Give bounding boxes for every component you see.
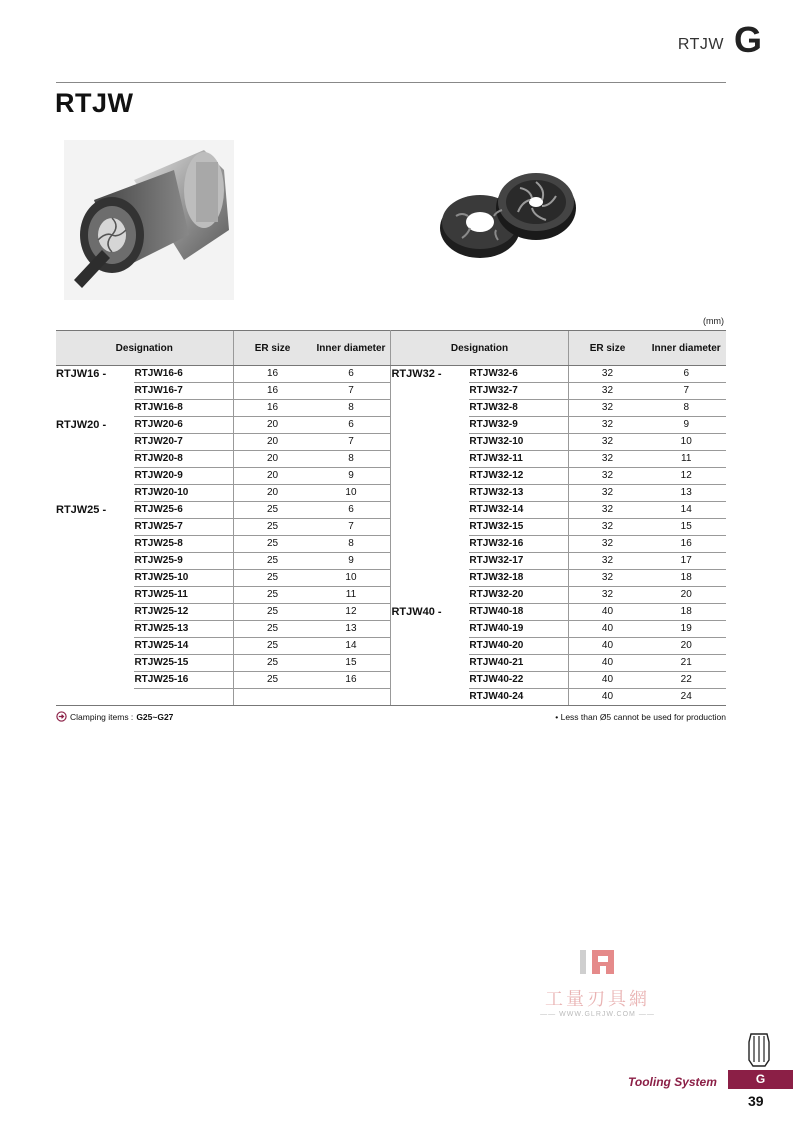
designation-cell: RTJW40-21: [469, 655, 568, 672]
group-label: RTJW25 -: [56, 503, 107, 516]
inner-diameter-cell: 12: [312, 604, 391, 621]
inner-diameter-cell: 14: [646, 502, 726, 519]
designation-cell: RTJW25-15: [134, 655, 233, 672]
er-size-cell: 32: [568, 570, 646, 587]
group-label: [391, 570, 469, 587]
header-er-size: ER size: [568, 331, 646, 366]
designation-cell: RTJW32-17: [469, 553, 568, 570]
header-inner-diameter: Inner diameter: [646, 331, 726, 366]
table-row: [56, 655, 726, 672]
inner-diameter-cell: [312, 689, 391, 706]
designation-cell: RTJW25-11: [134, 587, 233, 604]
er-size-cell: 20: [233, 451, 311, 468]
er-size-cell: 32: [568, 400, 646, 417]
watermark: [530, 946, 665, 1018]
designation-cell: RTJW32-8: [469, 400, 568, 417]
inner-diameter-cell: 11: [646, 451, 726, 468]
er-size-cell: 25: [233, 536, 311, 553]
inner-diameter-cell: 11: [312, 587, 391, 604]
er-size-cell: 16: [233, 366, 311, 383]
inner-diameter-cell: 19: [646, 621, 726, 638]
er-size-cell: 25: [233, 553, 311, 570]
er-size-cell: 32: [568, 502, 646, 519]
designation-cell: RTJW25-6: [134, 502, 233, 519]
er-size-cell: 25: [233, 502, 311, 519]
seal-rings-image: [438, 166, 578, 266]
er-size-cell: 40: [568, 638, 646, 655]
er-size-cell: 25: [233, 604, 311, 621]
er-size-cell: [233, 689, 311, 706]
group-label: [56, 553, 134, 570]
er-size-cell: 25: [233, 570, 311, 587]
inner-diameter-cell: 6: [312, 366, 391, 383]
er-size-cell: 20: [233, 485, 311, 502]
designation-cell: RTJW25-8: [134, 536, 233, 553]
designation-cell: RTJW32-13: [469, 485, 568, 502]
er-size-cell: 25: [233, 519, 311, 536]
group-label: RTJW16 -: [56, 368, 107, 380]
er-size-cell: 16: [233, 383, 311, 400]
clamping-note: [56, 711, 173, 722]
inner-diameter-cell: 24: [646, 689, 726, 706]
header-inner-diameter: Inner diameter: [312, 331, 391, 366]
table-row: [56, 570, 726, 587]
inner-diameter-cell: 8: [646, 400, 726, 417]
table-row: [56, 587, 726, 604]
group-label: [56, 672, 134, 689]
group-label: [56, 638, 134, 655]
group-label: [56, 604, 134, 621]
table-row: [56, 451, 726, 468]
designation-cell: RTJW25-12: [134, 604, 233, 621]
inner-diameter-cell: 7: [312, 383, 391, 400]
er-size-cell: 32: [568, 366, 646, 383]
er-size-cell: 25: [233, 587, 311, 604]
er-size-cell: 32: [568, 536, 646, 553]
group-label: [391, 383, 469, 400]
inner-diameter-cell: 10: [312, 485, 391, 502]
er-size-cell: 32: [568, 587, 646, 604]
group-label: [391, 536, 469, 553]
group-label: [56, 468, 134, 485]
group-label: [391, 417, 469, 434]
designation-cell: RTJW32-10: [469, 434, 568, 451]
designation-cell: RTJW25-14: [134, 638, 233, 655]
designation-cell: RTJW40-18: [469, 604, 568, 621]
table-row: [56, 400, 726, 417]
group-label: [391, 502, 469, 519]
designation-cell: RTJW32-20: [469, 587, 568, 604]
group-label: [56, 536, 134, 553]
designation-cell: RTJW25-7: [134, 519, 233, 536]
designation-cell: RTJW16-7: [134, 383, 233, 400]
designation-cell: RTJW25-9: [134, 553, 233, 570]
er-size-cell: 32: [568, 485, 646, 502]
er-size-cell: 40: [568, 655, 646, 672]
header-designation: Designation: [391, 331, 568, 366]
group-label: [56, 400, 134, 417]
er-size-cell: 40: [568, 672, 646, 689]
group-label: [391, 621, 469, 638]
group-label: [391, 468, 469, 485]
table-row: [56, 383, 726, 400]
inner-diameter-cell: 10: [646, 434, 726, 451]
watermark-url: —— WWW.GLRJW.COM ——: [540, 1011, 655, 1018]
er-size-cell: 32: [568, 553, 646, 570]
designation-cell: RTJW32-14: [469, 502, 568, 519]
designation-cell: RTJW20-10: [134, 485, 233, 502]
table-row: [56, 553, 726, 570]
group-label: RTJW32 -: [391, 368, 442, 380]
inner-diameter-cell: 7: [312, 434, 391, 451]
er-size-cell: 25: [233, 655, 311, 672]
header-divider: [56, 82, 726, 83]
table-row: [56, 519, 726, 536]
group-label: [56, 383, 134, 400]
group-label: [391, 451, 469, 468]
inner-diameter-cell: 18: [646, 570, 726, 587]
group-label: [56, 689, 134, 706]
group-label: [56, 570, 134, 587]
designation-cell: RTJW25-13: [134, 621, 233, 638]
designation-cell: RTJW16-6: [134, 366, 233, 383]
inner-diameter-cell: 22: [646, 672, 726, 689]
designation-cell: RTJW32-9: [469, 417, 568, 434]
group-label: [56, 434, 134, 451]
inner-diameter-cell: 10: [312, 570, 391, 587]
group-label: [56, 587, 134, 604]
clamping-label: Clamping items :: [70, 711, 134, 722]
table-row: [56, 468, 726, 485]
page-number: 39: [748, 1093, 764, 1109]
inner-diameter-cell: 8: [312, 536, 391, 553]
watermark-logo-icon: [578, 946, 618, 978]
designation-cell: RTJW25-16: [134, 672, 233, 689]
inner-diameter-cell: 20: [646, 638, 726, 655]
arrow-circle-icon: [56, 711, 67, 722]
inner-diameter-cell: 14: [312, 638, 391, 655]
er-size-cell: 32: [568, 417, 646, 434]
er-size-cell: 40: [568, 604, 646, 621]
inner-diameter-cell: 6: [312, 417, 391, 434]
er-size-cell: 32: [568, 468, 646, 485]
inner-diameter-cell: 7: [646, 383, 726, 400]
inner-diameter-cell: 13: [646, 485, 726, 502]
collet-chuck-image: [64, 140, 234, 300]
er-size-cell: 25: [233, 672, 311, 689]
group-label: [391, 519, 469, 536]
designation-cell: RTJW20-9: [134, 468, 233, 485]
inner-diameter-cell: 15: [646, 519, 726, 536]
er-size-cell: 20: [233, 468, 311, 485]
header-er-size: ER size: [233, 331, 311, 366]
watermark-chinese: 工量刃具網: [545, 989, 650, 1010]
group-label: RTJW40 -: [391, 605, 442, 618]
er-size-cell: 32: [568, 434, 646, 451]
inner-diameter-cell: 13: [312, 621, 391, 638]
page-title: RTJW: [55, 88, 134, 118]
er-size-cell: 25: [233, 621, 311, 638]
group-label: [56, 655, 134, 672]
group-label: [391, 587, 469, 604]
table-header-row: [56, 331, 726, 366]
header-designation: Designation: [56, 331, 233, 366]
designation-cell: RTJW32-6: [469, 366, 568, 383]
inner-diameter-cell: 9: [646, 417, 726, 434]
er-size-cell: 32: [568, 383, 646, 400]
designation-cell: RTJW40-24: [469, 689, 568, 706]
group-label: [391, 553, 469, 570]
table-row: [56, 485, 726, 502]
inner-diameter-cell: 8: [312, 451, 391, 468]
designation-cell: RTJW32-16: [469, 536, 568, 553]
table-row: [56, 366, 726, 383]
er-size-cell: 40: [568, 621, 646, 638]
designation-cell: RTJW16-8: [134, 400, 233, 417]
group-label: RTJW20 -: [56, 418, 107, 431]
footer-label: Tooling System: [628, 1075, 717, 1089]
designation-cell: RTJW32-15: [469, 519, 568, 536]
production-note: • Less than Ø5 cannot be used for production: [555, 712, 726, 722]
designation-cell: RTJW40-19: [469, 621, 568, 638]
footer-section-badge: G: [728, 1070, 793, 1089]
group-label: [56, 621, 134, 638]
table-row: [56, 638, 726, 655]
designation-cell: RTJW32-18: [469, 570, 568, 587]
designation-cell: RTJW32-7: [469, 383, 568, 400]
er-size-cell: 40: [568, 689, 646, 706]
inner-diameter-cell: 20: [646, 587, 726, 604]
group-label: [56, 451, 134, 468]
inner-diameter-cell: 15: [312, 655, 391, 672]
designation-cell: [134, 689, 233, 706]
collet-icon: [747, 1030, 771, 1068]
inner-diameter-cell: 8: [312, 400, 391, 417]
inner-diameter-cell: 6: [312, 502, 391, 519]
table-row: [56, 502, 726, 519]
designation-cell: RTJW20-7: [134, 434, 233, 451]
group-label: [56, 485, 134, 502]
designation-cell: RTJW25-10: [134, 570, 233, 587]
table-row: [56, 621, 726, 638]
inner-diameter-cell: 12: [646, 468, 726, 485]
header-section-letter: G: [733, 19, 762, 60]
designation-cell: RTJW20-8: [134, 451, 233, 468]
group-label: [391, 689, 469, 706]
page-header: [677, 19, 762, 60]
designation-cell: RTJW40-20: [469, 638, 568, 655]
inner-diameter-cell: 9: [312, 553, 391, 570]
header-code: RTJW: [677, 36, 724, 53]
er-size-cell: 32: [568, 451, 646, 468]
clamping-value: G25~G27: [136, 711, 174, 722]
er-size-cell: 20: [233, 417, 311, 434]
designation-cell: RTJW20-6: [134, 417, 233, 434]
group-label: [391, 434, 469, 451]
inner-diameter-cell: 16: [312, 672, 391, 689]
group-label: [391, 485, 469, 502]
group-label: [391, 672, 469, 689]
designation-cell: RTJW40-22: [469, 672, 568, 689]
inner-diameter-cell: 17: [646, 553, 726, 570]
group-label: [391, 638, 469, 655]
er-size-cell: 20: [233, 434, 311, 451]
group-label: [391, 400, 469, 417]
table-row: [56, 604, 726, 621]
inner-diameter-cell: 18: [646, 604, 726, 621]
table-row: [56, 672, 726, 689]
er-size-cell: 32: [568, 519, 646, 536]
group-label: [56, 519, 134, 536]
unit-label: (mm): [703, 316, 724, 326]
table-row: [56, 536, 726, 553]
spec-table: [56, 330, 726, 706]
designation-cell: RTJW32-12: [469, 468, 568, 485]
table-row: [56, 434, 726, 451]
inner-diameter-cell: 7: [312, 519, 391, 536]
inner-diameter-cell: 6: [646, 366, 726, 383]
group-label: [391, 655, 469, 672]
table-row: [56, 689, 726, 706]
inner-diameter-cell: 16: [646, 536, 726, 553]
er-size-cell: 25: [233, 638, 311, 655]
inner-diameter-cell: 21: [646, 655, 726, 672]
designation-cell: RTJW32-11: [469, 451, 568, 468]
table-row: [56, 417, 726, 434]
er-size-cell: 16: [233, 400, 311, 417]
inner-diameter-cell: 9: [312, 468, 391, 485]
